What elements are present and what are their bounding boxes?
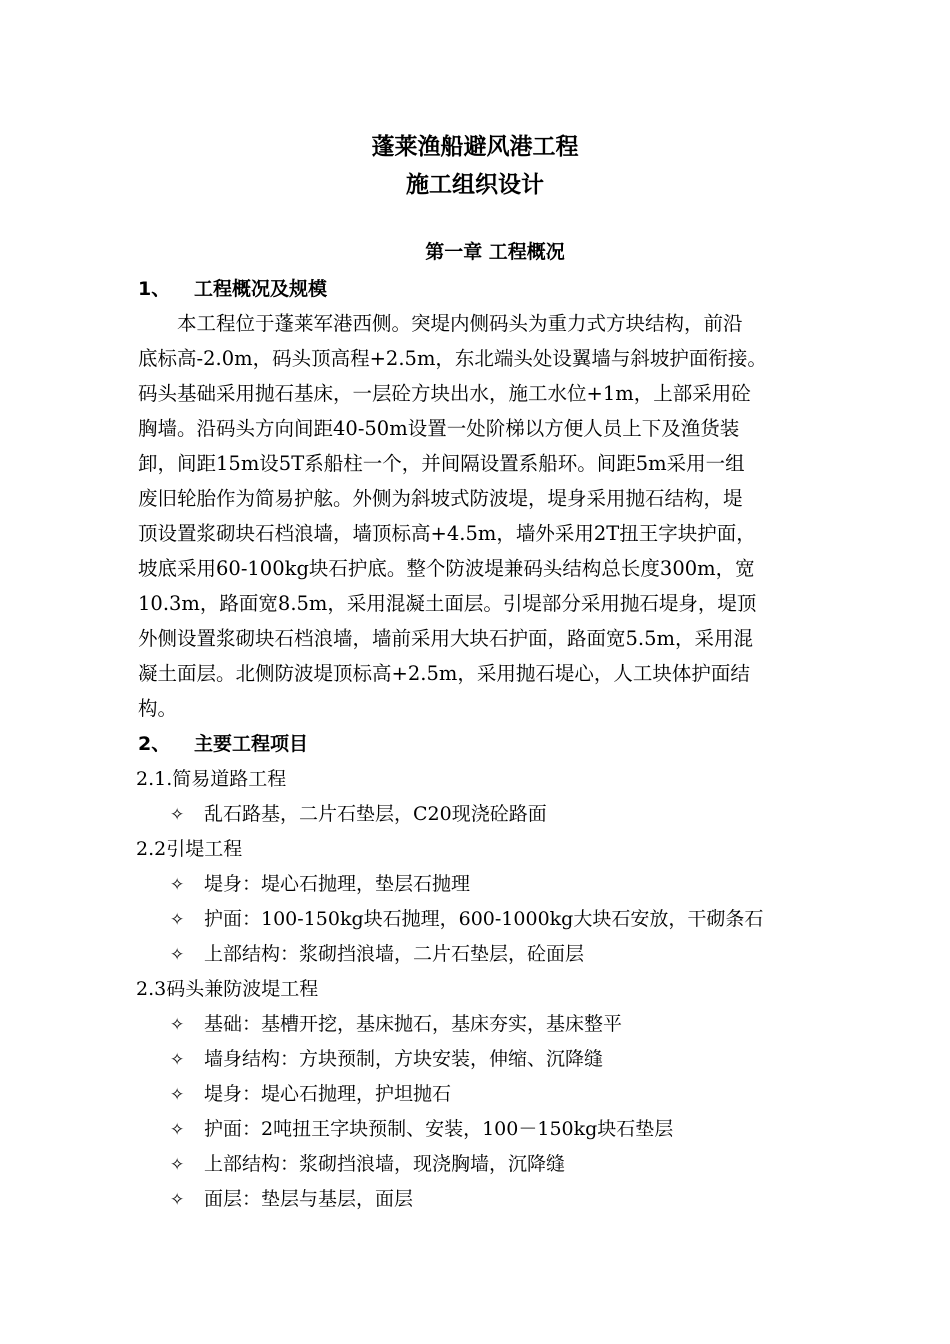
paragraph-line: 卸，间距15m设5T系船柱一个，并间隔设置系船环。间距5m采用一组: [138, 452, 745, 475]
subsection-heading: 2.1.简易道路工程: [136, 768, 287, 790]
list-item-text: 乱石路基，二片石垫层，C20现浇砼路面: [204, 803, 547, 825]
paragraph-line: 码头基础采用抛石基床，一层砼方块出水，施工水位+1m，上部采用砼: [138, 382, 751, 405]
section-number: 2、: [138, 733, 171, 755]
section-heading-2: [138, 731, 308, 757]
paragraph-line: 凝土面层。北侧防波堤顶标高+2.5m，采用抛石堤心，人工块体护面结: [138, 662, 750, 685]
diamond-bullet-icon: ✧: [170, 945, 185, 965]
paragraph-line: 底标高-2.0m，码头顶高程+2.5m，东北端头处设翼墙与斜坡护面衔接。: [138, 347, 767, 370]
document-subtitle: 施工组织设计: [406, 172, 544, 198]
list-item: [170, 1046, 603, 1073]
list-item: [170, 1116, 673, 1143]
list-item: [170, 1081, 451, 1108]
paragraph-line: 构。: [138, 697, 178, 720]
paragraph-line: 胸墙。沿码头方向间距40-50m设置一处阶梯以方便人员上下及渔货装: [138, 417, 740, 440]
list-item: [170, 941, 584, 968]
subsection-heading: 2.2引堤工程: [136, 838, 243, 860]
list-item: [170, 871, 470, 898]
diamond-bullet-icon: ✧: [170, 910, 185, 930]
section-heading-1: [138, 276, 327, 302]
chapter-heading: 第一章 工程概况: [425, 241, 565, 263]
document-title: 蓬莱渔船避风港工程: [371, 134, 579, 160]
paragraph-line: 本工程位于蓬莱军港西侧。突堤内侧码头为重力式方块结构，前沿: [138, 312, 743, 335]
diamond-bullet-icon: ✧: [170, 1015, 185, 1035]
list-item-text: 护面：100-150kg块石抛理，600-1000kg大块石安放，干砌条石: [204, 908, 764, 930]
section-title: 主要工程项目: [194, 733, 309, 755]
list-item: [170, 1151, 565, 1178]
diamond-bullet-icon: ✧: [170, 1155, 185, 1175]
list-item-text: 墙身结构：方块预制，方块安装，伸缩、沉降缝: [204, 1048, 604, 1070]
list-item-text: 护面：2吨扭王字块预制、安装，100－150kg块石垫层: [204, 1118, 674, 1140]
diamond-bullet-icon: ✧: [170, 875, 185, 895]
diamond-bullet-icon: ✧: [170, 805, 185, 825]
list-item-text: 堤身：堤心石抛理，垫层石抛理: [204, 873, 471, 895]
paragraph-line: 废旧轮胎作为简易护舷。外侧为斜坡式防波堤，堤身采用抛石结构，堤: [138, 487, 743, 510]
paragraph-line: 10.3m，路面宽8.5m，采用混凝土面层。引堤部分采用抛石堤身，堤顶: [138, 592, 757, 615]
section-title: 工程概况及规模: [194, 278, 328, 300]
paragraph-line: 坡底采用60-100kg块石护底。整个防波堤兼码头结构总长度300m，宽: [138, 557, 755, 580]
subsection-heading: 2.3码头兼防波堤工程: [136, 978, 319, 1000]
section-number: 1、: [138, 278, 171, 300]
diamond-bullet-icon: ✧: [170, 1190, 185, 1210]
paragraph-line: 顶设置浆砌块石档浪墙，墙顶标高+4.5m，墙外采用2T扭王字块护面，: [138, 522, 756, 545]
list-item: [170, 1011, 622, 1038]
list-item-text: 基础：基槽开挖，基床抛石，基床夯实，基床整平: [204, 1013, 623, 1035]
list-item-text: 上部结构：浆砌挡浪墙，现浇胸墙，沉降缝: [204, 1153, 566, 1175]
diamond-bullet-icon: ✧: [170, 1085, 185, 1105]
list-item: [170, 906, 763, 933]
list-item-text: 堤身：堤心石抛理，护坦抛石: [204, 1083, 452, 1105]
list-item: [170, 801, 547, 828]
list-item-text: 上部结构：浆砌挡浪墙，二片石垫层，砼面层: [204, 943, 585, 965]
paragraph-line: 外侧设置浆砌块石档浪墙，墙前采用大块石护面，路面宽5.5m，采用混: [138, 627, 754, 650]
diamond-bullet-icon: ✧: [170, 1050, 185, 1070]
diamond-bullet-icon: ✧: [170, 1120, 185, 1140]
list-item: [170, 1186, 413, 1213]
list-item-text: 面层：垫层与基层，面层: [204, 1188, 414, 1210]
